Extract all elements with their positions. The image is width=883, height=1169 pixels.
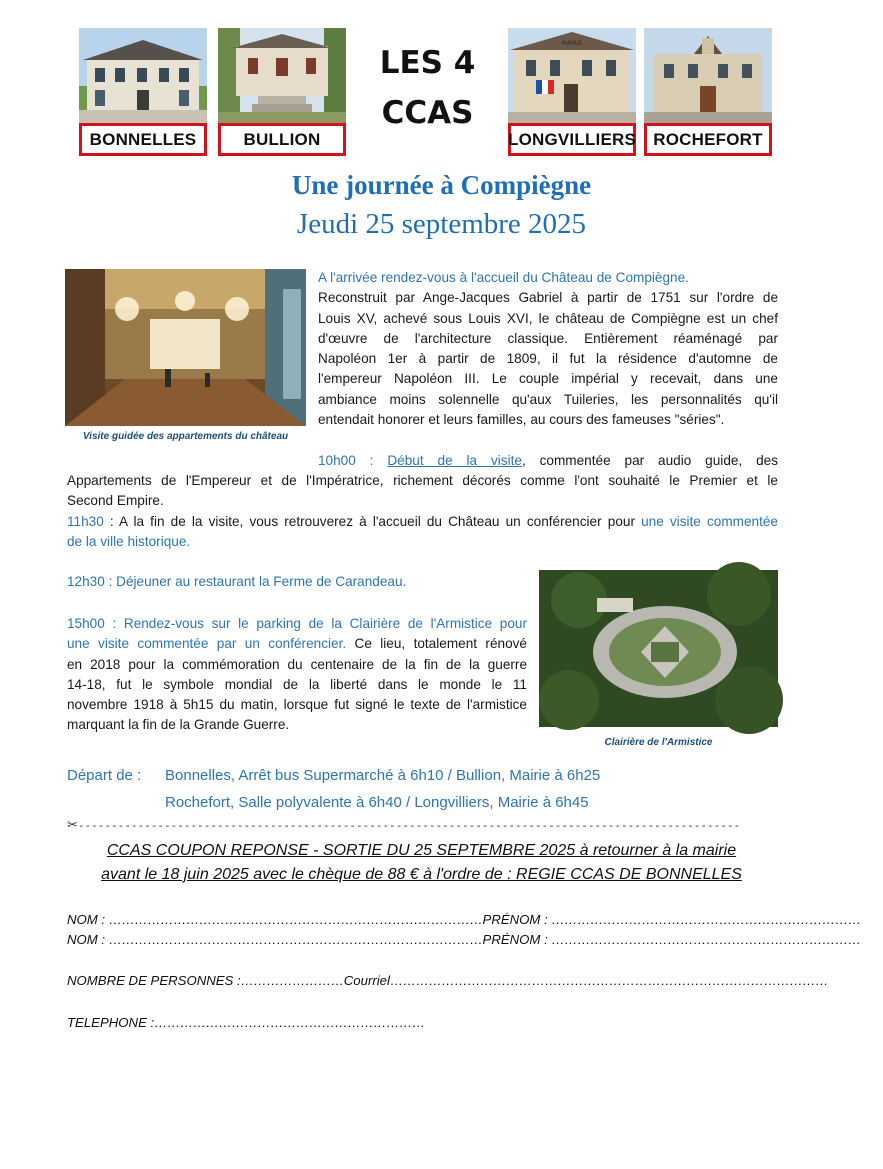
bonnelles-photo [79, 28, 207, 124]
nombre-field[interactable]: …………………… [240, 973, 344, 988]
program-1500-last: marquant la fin de la Grande Guerre. [67, 717, 290, 733]
chateau-line: d'œuvre de l'architecture classique. Entièrement réaménagé par [318, 330, 778, 346]
town-longvilliers [508, 28, 636, 156]
program-1500 [67, 614, 527, 736]
prenom-label: PRÉNOM : [482, 912, 548, 927]
cut-dashes: ---------------------------------------------------------------------------------------------------- [77, 819, 741, 832]
depart-label: Départ de : [67, 767, 142, 784]
page-date: Jeudi 25 septembre 2025 [296, 208, 587, 240]
program-1230: 12h30 : Déjeuner au restaurant la Ferme de Carandeau. [67, 574, 407, 590]
debut-visite-link[interactable]: Début de la visite [387, 453, 522, 468]
bullion-photo [218, 28, 346, 124]
time-1000: 10h00 : [318, 453, 374, 468]
prenom-label: PRÉNOM : [482, 932, 548, 947]
chateau-line: Reconstruit par Ange-Jacques Gabriel à partir de 1751 sur l'ordre de [318, 290, 778, 306]
nom-field[interactable]: …………………………………………………………………………… [108, 912, 483, 927]
nom-label: NOM : [67, 912, 106, 927]
form-row-nom-2[interactable] [67, 932, 861, 947]
nombre-label: NOMBRE DE PERSONNES : [67, 973, 241, 988]
chateau-line: ambiance moins solennelle qu'aux Tuileries, les personnalités qu'il [318, 391, 778, 407]
program-1000-line2: Appartements de l'Empereur et de l'Impératrice, richement décorés comme l'ont souhaité le Premier et le [67, 473, 778, 488]
logo-line-2: CCAS [381, 95, 474, 131]
chateau-line: l'empereur Napoléon III. Le couple impérial y recevait, dans une [318, 371, 778, 387]
scissors-icon: ✂ [67, 818, 78, 833]
page-title: Une journée à Compiègne [291, 170, 592, 200]
program-1130-blue1: une visite commentée [641, 513, 778, 529]
nom-label: NOM : [67, 932, 106, 947]
clairiere-caption: Clairière de l'Armistice [604, 737, 713, 748]
form-row-nombre[interactable] [67, 973, 828, 988]
form-row-telephone[interactable] [67, 1015, 425, 1030]
telephone-field[interactable]: ……………………………………………………… [154, 1015, 425, 1030]
depart-line-2: Rochefort, Salle polyvalente à 6h40 / Longvilliers, Mairie à 6h45 [165, 794, 589, 811]
chateau-line: Napoléon 1er à partir de 1809, il fut la résidence d'automne de [318, 351, 778, 367]
program-1500-blue2: une visite commentée par un conférencier. [67, 636, 347, 652]
rochefort-sign: ROCHEFORT [644, 123, 772, 156]
program-1130-text: : A la fin de la visite, vous retrouverez à l'accueil du Château un conférencier pour [103, 513, 642, 529]
prenom-field[interactable]: ……………………………………………………………… [551, 932, 861, 947]
chateau-line: Louis XV, achevé sous Louis XVI, le château de Compiègne est un chef [318, 310, 778, 326]
depart-line-1: Bonnelles, Arrêt bus Supermarché à 6h10 / Bullion, Mairie à 6h25 [165, 767, 601, 784]
chateau-line: entendait honorer et leurs familles, au cours des fameuses "séries". [318, 412, 725, 428]
program-1500-rest1: Ce lieu, totalement rénové [346, 636, 527, 652]
longvilliers-photo [508, 28, 636, 124]
program-1500-line: en 2018 pour la commémoration du centenaire de la fin de la guerre [67, 656, 527, 672]
longvilliers-sign: LONGVILLIERS [508, 123, 636, 156]
courriel-field[interactable]: ………………………………………………………………………………………… [389, 973, 829, 988]
coupon-title-2: avant le 18 juin 2025 avec le chèque de 88 € à l'ordre de : REGIE CCAS DE BONNELLES [101, 866, 742, 883]
chateau-gallery-photo [65, 269, 306, 426]
program-1500-line: 14-18, fut le symbole mondial de la liberté dans le monde le 11 [67, 676, 527, 692]
program-1500-line: novembre 1918 à 5h15 du matin, lorsque fut signé le texte de l'armistice [67, 697, 527, 713]
time-1130: 11h30 [67, 513, 104, 529]
chateau-caption: Visite guidée des appartements du château [82, 431, 289, 442]
nom-field[interactable]: …………………………………………………………………………… [108, 932, 483, 947]
form-row-nom-1[interactable] [67, 912, 861, 927]
mairie-sign-text: MAIRIE [561, 40, 583, 47]
bonnelles-sign: BONNELLES [79, 123, 207, 156]
telephone-label: TELEPHONE : [67, 1015, 155, 1030]
bullion-sign: BULLION [218, 123, 346, 156]
program-1000-line3: Second Empire. [67, 493, 164, 509]
program-1000 [318, 451, 778, 471]
town-rochefort [644, 28, 772, 156]
coupon-title-1: CCAS COUPON REPONSE - SORTIE DU 25 SEPTEMBRE 2025 à retourner à la mairie [106, 842, 737, 859]
logo-line-1: LES 4 [379, 45, 476, 81]
program-1130-blue2: de la ville historique. [67, 533, 191, 549]
logo-les-4-ccas [360, 38, 495, 138]
program-1000-rest: , commentée par audio guide, des [521, 453, 779, 468]
prenom-field[interactable]: ……………………………………………………………… [551, 912, 861, 927]
rochefort-photo [644, 28, 772, 124]
town-bullion [218, 28, 346, 156]
program-1500-blue1: 15h00 : Rendez-vous sur le parking de la Clairière de l'Armistice pour [67, 616, 527, 631]
town-bonnelles [79, 28, 207, 156]
cut-line [67, 818, 765, 838]
courriel-label: Courriel [343, 973, 390, 988]
chateau-intro: A l'arrivée rendez-vous à l'accueil du Château de Compiègne. [318, 270, 689, 285]
chateau-text [318, 268, 778, 430]
clairiere-photo [539, 570, 778, 727]
